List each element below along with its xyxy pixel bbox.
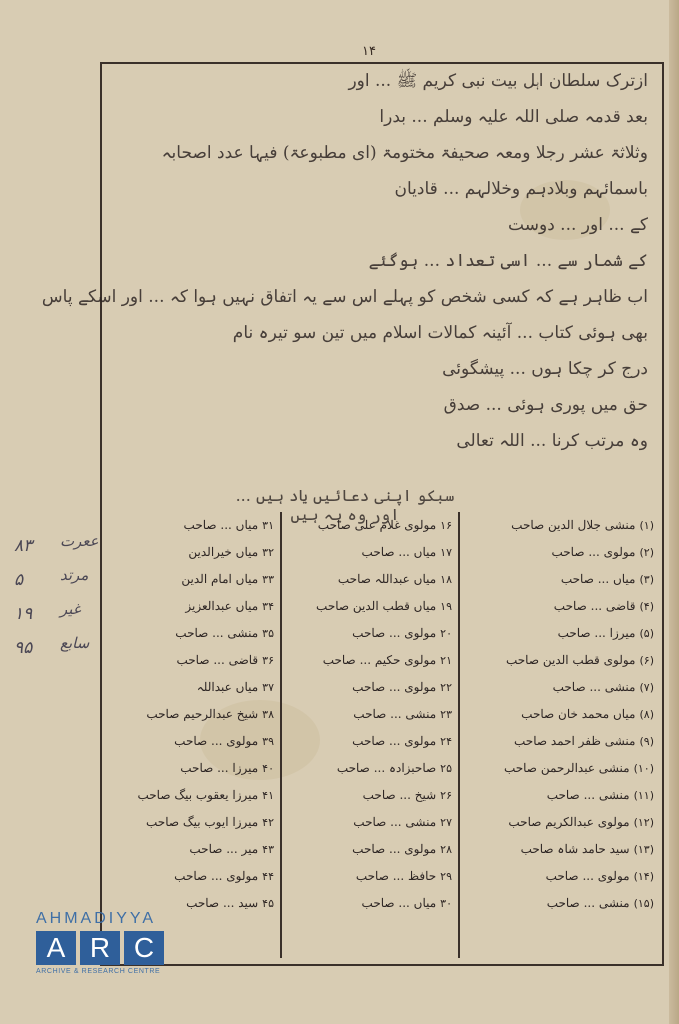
entry-number: (۲) bbox=[639, 546, 654, 559]
entry-number: ۱۷ bbox=[440, 546, 452, 559]
name-entry bbox=[464, 680, 654, 702]
name-entry bbox=[286, 896, 452, 918]
name-entry bbox=[464, 599, 654, 621]
logo-letter: R bbox=[80, 931, 120, 965]
entry-number: ۳۲ bbox=[262, 546, 274, 559]
entry-name: مولوی عبدالکریم صاحب bbox=[508, 815, 630, 829]
name-entry bbox=[114, 869, 274, 891]
archive-logo bbox=[36, 910, 206, 990]
name-entry bbox=[114, 707, 274, 729]
name-entry bbox=[286, 653, 452, 675]
margin-note-value: ۸۳ bbox=[14, 536, 33, 555]
name-entry bbox=[114, 572, 274, 594]
name-entry bbox=[114, 626, 274, 648]
name-entry bbox=[114, 815, 274, 837]
list-heading: سبکو اپنی دعائیں یاد ہیں ... اور وہ یہ ہیں bbox=[235, 486, 455, 524]
name-entry bbox=[114, 653, 274, 675]
name-entry bbox=[286, 734, 452, 756]
margin-note-label: ععرت bbox=[60, 534, 99, 550]
name-entry bbox=[464, 707, 654, 729]
name-entry bbox=[286, 842, 452, 864]
entry-number: ۳۰ bbox=[440, 897, 452, 910]
margin-note-label: سابع bbox=[60, 636, 90, 652]
entry-number: ۴۵ bbox=[262, 897, 274, 910]
name-entry bbox=[464, 734, 654, 756]
entry-number: ۳۱ bbox=[262, 519, 274, 532]
logo-subtitle: ARCHIVE & RESEARCH CENTRE bbox=[36, 968, 161, 975]
column-middle bbox=[282, 512, 456, 958]
entry-name: میاں ... صاحب bbox=[183, 518, 259, 532]
name-entry bbox=[464, 572, 654, 594]
entry-name: منشی ... صاحب bbox=[353, 707, 437, 721]
name-entry bbox=[114, 788, 274, 810]
entry-number: (۱۴) bbox=[633, 870, 654, 883]
entry-number: ۲۴ bbox=[440, 735, 452, 748]
name-entry bbox=[114, 518, 274, 540]
name-entry bbox=[286, 788, 452, 810]
name-entry bbox=[114, 734, 274, 756]
entry-name: شیخ عبدالرحیم صاحب bbox=[146, 707, 259, 721]
entry-name: میرزا ... صاحب bbox=[557, 626, 636, 640]
name-entry bbox=[464, 653, 654, 675]
entry-name: حافظ ... صاحب bbox=[355, 869, 437, 883]
entry-number: ۳۷ bbox=[262, 681, 274, 694]
entry-number: ۳۶ bbox=[262, 654, 274, 667]
entry-number: ۴۲ bbox=[262, 816, 274, 829]
entry-number: (۹) bbox=[639, 735, 654, 748]
prose-line-text: کے شمار سے ... اسی تعداد ... ہوگئے bbox=[368, 251, 648, 271]
entry-name: مولوی ... صاحب bbox=[352, 626, 437, 640]
logo-letter: C bbox=[124, 931, 164, 965]
prose-line bbox=[114, 142, 648, 170]
entry-number: ۱۸ bbox=[440, 573, 452, 586]
margin-note-label: غیر bbox=[60, 602, 81, 618]
prose-line bbox=[114, 358, 648, 386]
entry-number: ۲۷ bbox=[440, 816, 452, 829]
name-entry bbox=[464, 842, 654, 864]
entry-name: منشی ... صاحب bbox=[552, 680, 636, 694]
name-entry bbox=[464, 626, 654, 648]
name-entry bbox=[464, 518, 654, 540]
column-left bbox=[110, 512, 278, 958]
entry-name: مولوی حکیم ... صاحب bbox=[322, 653, 437, 667]
name-entry bbox=[286, 869, 452, 891]
entry-name: مولوی ... صاحب bbox=[174, 734, 259, 748]
name-entry bbox=[286, 815, 452, 837]
entry-number: ۳۴ bbox=[262, 600, 274, 613]
entry-name: مولوی ... صاحب bbox=[551, 545, 636, 559]
entry-number: ۳۵ bbox=[262, 627, 274, 640]
entry-name: منشی ظفر احمد صاحب bbox=[514, 734, 636, 748]
entry-number: (۱۰) bbox=[633, 762, 654, 775]
entry-number: ۲۲ bbox=[440, 681, 452, 694]
name-entry bbox=[464, 545, 654, 567]
name-entry bbox=[286, 707, 452, 729]
entry-name: میاں عبداللہ bbox=[196, 680, 259, 694]
entry-name: صاحبزادہ ... صاحب bbox=[336, 761, 437, 775]
prose-line bbox=[114, 70, 648, 98]
name-entry bbox=[114, 842, 274, 864]
entry-number: ۴۰ bbox=[262, 762, 274, 775]
entry-name: مولوی قطب الدین صاحب bbox=[505, 653, 636, 667]
prose-line-text: کے ... اور ... دوست bbox=[508, 215, 648, 235]
entry-number: ۳۳ bbox=[262, 573, 274, 586]
prose-line-text: ازترک سلطان اہل بیت نبی کریم ﷺ ... اور bbox=[348, 71, 648, 91]
prose-line bbox=[114, 214, 648, 242]
prose-line bbox=[114, 250, 648, 278]
entry-name: میاں عبداللہ صاحب bbox=[337, 572, 437, 586]
margin-note-value: ۵ bbox=[14, 570, 24, 589]
entry-name: میرزا یعقوب بیگ صاحب bbox=[137, 788, 259, 802]
entry-number: ۲۶ bbox=[440, 789, 452, 802]
name-entry bbox=[464, 761, 654, 783]
page-edge bbox=[669, 0, 679, 1024]
entry-number: ۲۵ bbox=[440, 762, 452, 775]
column-right bbox=[460, 512, 658, 958]
prose-line bbox=[114, 106, 648, 134]
prose-line-text: درج کر چکا ہوں ... پیشگوئی bbox=[442, 359, 648, 379]
margin-note-value: ۹۵ bbox=[14, 638, 33, 657]
entry-number: ۱۹ bbox=[440, 600, 452, 613]
name-entry bbox=[114, 545, 274, 567]
entry-name: شیخ ... صاحب bbox=[362, 788, 437, 802]
entry-number: ۲۱ bbox=[440, 654, 452, 667]
name-entry bbox=[286, 761, 452, 783]
entry-name: میاں خیرالدین bbox=[188, 545, 259, 559]
entry-name: مولوی ... صاحب bbox=[174, 869, 259, 883]
entry-name: میاں ... صاحب bbox=[361, 896, 437, 910]
entry-name: قاضی ... صاحب bbox=[553, 599, 636, 613]
entry-name: مولوی ... صاحب bbox=[545, 869, 630, 883]
entry-number: ۱۶ bbox=[440, 519, 452, 532]
page-number: ۱۴ bbox=[362, 44, 376, 59]
entry-name: میرزا ... صاحب bbox=[180, 761, 259, 775]
names-table bbox=[110, 512, 658, 958]
entry-name: میر ... صاحب bbox=[189, 842, 259, 856]
entry-number: ۳۸ bbox=[262, 708, 274, 721]
entry-name: مولوی ... صاحب bbox=[352, 842, 437, 856]
entry-number: ۲۰ bbox=[440, 627, 452, 640]
entry-number: (۱۵) bbox=[633, 897, 654, 910]
entry-name: میاں ... صاحب bbox=[361, 545, 437, 559]
prose-line bbox=[114, 394, 648, 422]
name-entry bbox=[286, 626, 452, 648]
entry-number: ۲۸ bbox=[440, 843, 452, 856]
entry-number: (۱۱) bbox=[633, 789, 654, 802]
entry-number: (۱) bbox=[639, 519, 654, 532]
prose-line-text: بعد قدمہ صلی اللہ علیہ وسلم ... بدرا bbox=[379, 107, 648, 127]
prose-line bbox=[114, 178, 648, 206]
prose-line bbox=[41, 286, 648, 314]
name-entry bbox=[286, 599, 452, 621]
entry-name: سید ... صاحب bbox=[186, 896, 259, 910]
prose-line-text: باسمائہم وبلادہم وخلالہم ... قادیان bbox=[394, 179, 648, 199]
entry-name: میاں عبدالعزیز bbox=[185, 599, 259, 613]
logo-letter: A bbox=[36, 931, 76, 965]
entry-name: مولوی ... صاحب bbox=[352, 680, 437, 694]
prose-block bbox=[41, 70, 648, 466]
entry-name: میاں ... صاحب bbox=[560, 572, 636, 586]
margin-note-label: مرتد bbox=[60, 568, 89, 584]
logo-title: AHMADIYYA bbox=[36, 910, 157, 927]
name-entry bbox=[286, 545, 452, 567]
prose-line bbox=[114, 322, 648, 350]
entry-number: (۵) bbox=[639, 627, 654, 640]
entry-number: (۱۲) bbox=[633, 816, 654, 829]
entry-name: میاں محمد خان صاحب bbox=[521, 707, 636, 721]
entry-name: منشی عبدالرحمن صاحب bbox=[503, 761, 630, 775]
entry-number: ۴۱ bbox=[262, 789, 274, 802]
entry-name: مولوی غلام علی صاحب bbox=[317, 518, 437, 532]
entry-number: (۶) bbox=[639, 654, 654, 667]
name-entry bbox=[114, 599, 274, 621]
entry-number: (۷) bbox=[639, 681, 654, 694]
name-entry bbox=[464, 896, 654, 918]
prose-line-text: بھی ہوئی کتاب ... آئینہ کمالات اسلام میں تین سو تیرہ نام bbox=[232, 323, 648, 343]
entry-number: ۲۳ bbox=[440, 708, 452, 721]
name-entry bbox=[464, 869, 654, 891]
name-entry bbox=[286, 572, 452, 594]
entry-name: میاں قطب الدین صاحب bbox=[316, 599, 437, 613]
margin-note-value: ۱۹ bbox=[14, 604, 33, 623]
entry-number: ۴۳ bbox=[262, 843, 274, 856]
name-entry bbox=[114, 680, 274, 702]
logo-letters bbox=[36, 931, 206, 965]
entry-name: میاں امام الدین bbox=[181, 572, 259, 586]
name-entry bbox=[286, 680, 452, 702]
entry-number: (۱۳) bbox=[633, 843, 654, 856]
entry-number: ۲۹ bbox=[440, 870, 452, 883]
entry-number: ۴۴ bbox=[262, 870, 274, 883]
entry-name: مولوی ... صاحب bbox=[352, 734, 437, 748]
name-entry bbox=[464, 815, 654, 837]
entry-name: میرزا ایوب بیگ صاحب bbox=[146, 815, 259, 829]
entry-name: سید حامد شاہ صاحب bbox=[520, 842, 630, 856]
entry-number: (۳) bbox=[639, 573, 654, 586]
entry-number: ۳۹ bbox=[262, 735, 274, 748]
prose-line-text: حق میں پوری ہوئی ... صدق bbox=[443, 395, 648, 415]
prose-line-text: اب ظاہر ہے کہ کسی شخص کو پہلے اس سے یہ اتفاق نہیں ہوا کہ ... اور اسکے پاس bbox=[41, 287, 648, 307]
entry-name: منشی ... صاحب bbox=[353, 815, 437, 829]
entry-number: (۸) bbox=[639, 708, 654, 721]
name-entry bbox=[114, 761, 274, 783]
entry-number: (۴) bbox=[639, 600, 654, 613]
entry-name: قاضی ... صاحب bbox=[176, 653, 259, 667]
entry-name: منشی ... صاحب bbox=[546, 896, 630, 910]
entry-name: منشی جلال الدین صاحب bbox=[511, 518, 636, 532]
entry-name: منشی ... صاحب bbox=[546, 788, 630, 802]
prose-line-text: وثلاثۃ عشر رجلا ومعہ صحیفۃ مختومۃ (ای مطبوعۃ) فیہا عدد اصحابہ bbox=[161, 143, 648, 163]
prose-line-text: وہ مرتب کرنا ... اللہ تعالی bbox=[456, 431, 648, 451]
name-entry bbox=[286, 518, 452, 540]
entry-name: منشی ... صاحب bbox=[175, 626, 259, 640]
prose-line bbox=[114, 430, 648, 458]
name-entry bbox=[464, 788, 654, 810]
